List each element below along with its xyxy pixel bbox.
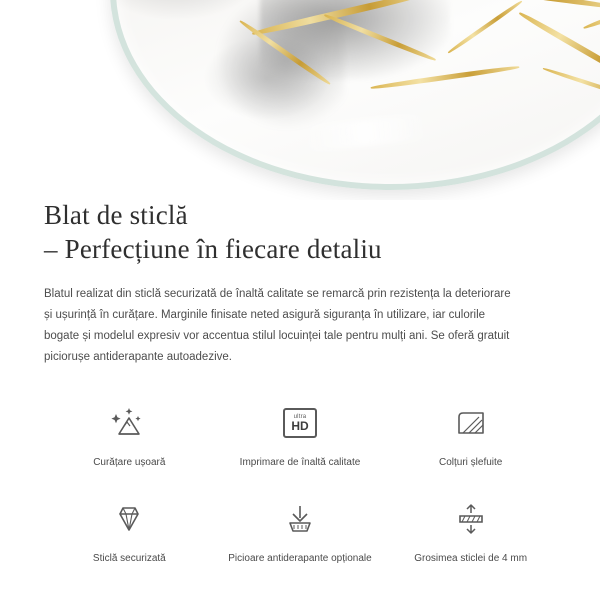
ultra-hd-icon — [277, 400, 323, 446]
feature-label: Imprimare de înaltă calitate — [239, 457, 361, 468]
feature-item-easy-cleaning — [44, 400, 215, 470]
text-content — [0, 198, 600, 368]
feature-item-print-quality — [215, 400, 386, 470]
headline-line-1: Blat de sticlă — [44, 200, 188, 230]
feature-label: Curățare ușoară — [93, 457, 166, 468]
sparkle-cloth-icon — [106, 400, 152, 446]
gold-vein — [542, 67, 600, 108]
feature-label: Sticlă securizată — [92, 553, 166, 564]
diamond-icon — [106, 496, 152, 542]
feature-item-glass-thickness — [385, 496, 556, 566]
page-title — [0, 198, 600, 266]
anti-slip-feet-icon — [277, 496, 323, 542]
glass-plate-graphic — [110, 0, 600, 190]
feature-label: Colțuri șlefuite — [438, 457, 503, 468]
feature-label: Picioare antiderapante opționale — [228, 553, 372, 564]
feature-label: Grosimea sticlei de 4 mm — [414, 553, 528, 564]
gold-vein — [447, 0, 523, 54]
feature-item-anti-slip-feet — [215, 496, 386, 566]
polished-corners-icon — [448, 400, 494, 446]
feature-item-tempered-glass — [44, 496, 215, 566]
feature-grid — [44, 400, 556, 566]
hero-image — [0, 0, 600, 200]
ultra-hd-badge-big: HD — [291, 419, 309, 433]
ultra-hd-badge-small: ultra — [293, 414, 307, 420]
body-paragraph: Blatul realizat din sticlă securizată de înaltă calitate se remarcă prin rezistența la deteriorare și ușurință în curățare. Marginile finisate neted asigură siguranța în utilizare, iar culorile bogate și modelul expresiv vor accentua stilul locuinței tale pentru mulți ani. Se oferă gratuit piciorușe antiderapante autoadezive. — [44, 288, 511, 363]
headline-line-2: – Perfecțiune în fiecare detaliu — [44, 234, 382, 264]
thickness-arrows-icon — [448, 496, 494, 542]
feature-item-polished-corners — [385, 400, 556, 470]
